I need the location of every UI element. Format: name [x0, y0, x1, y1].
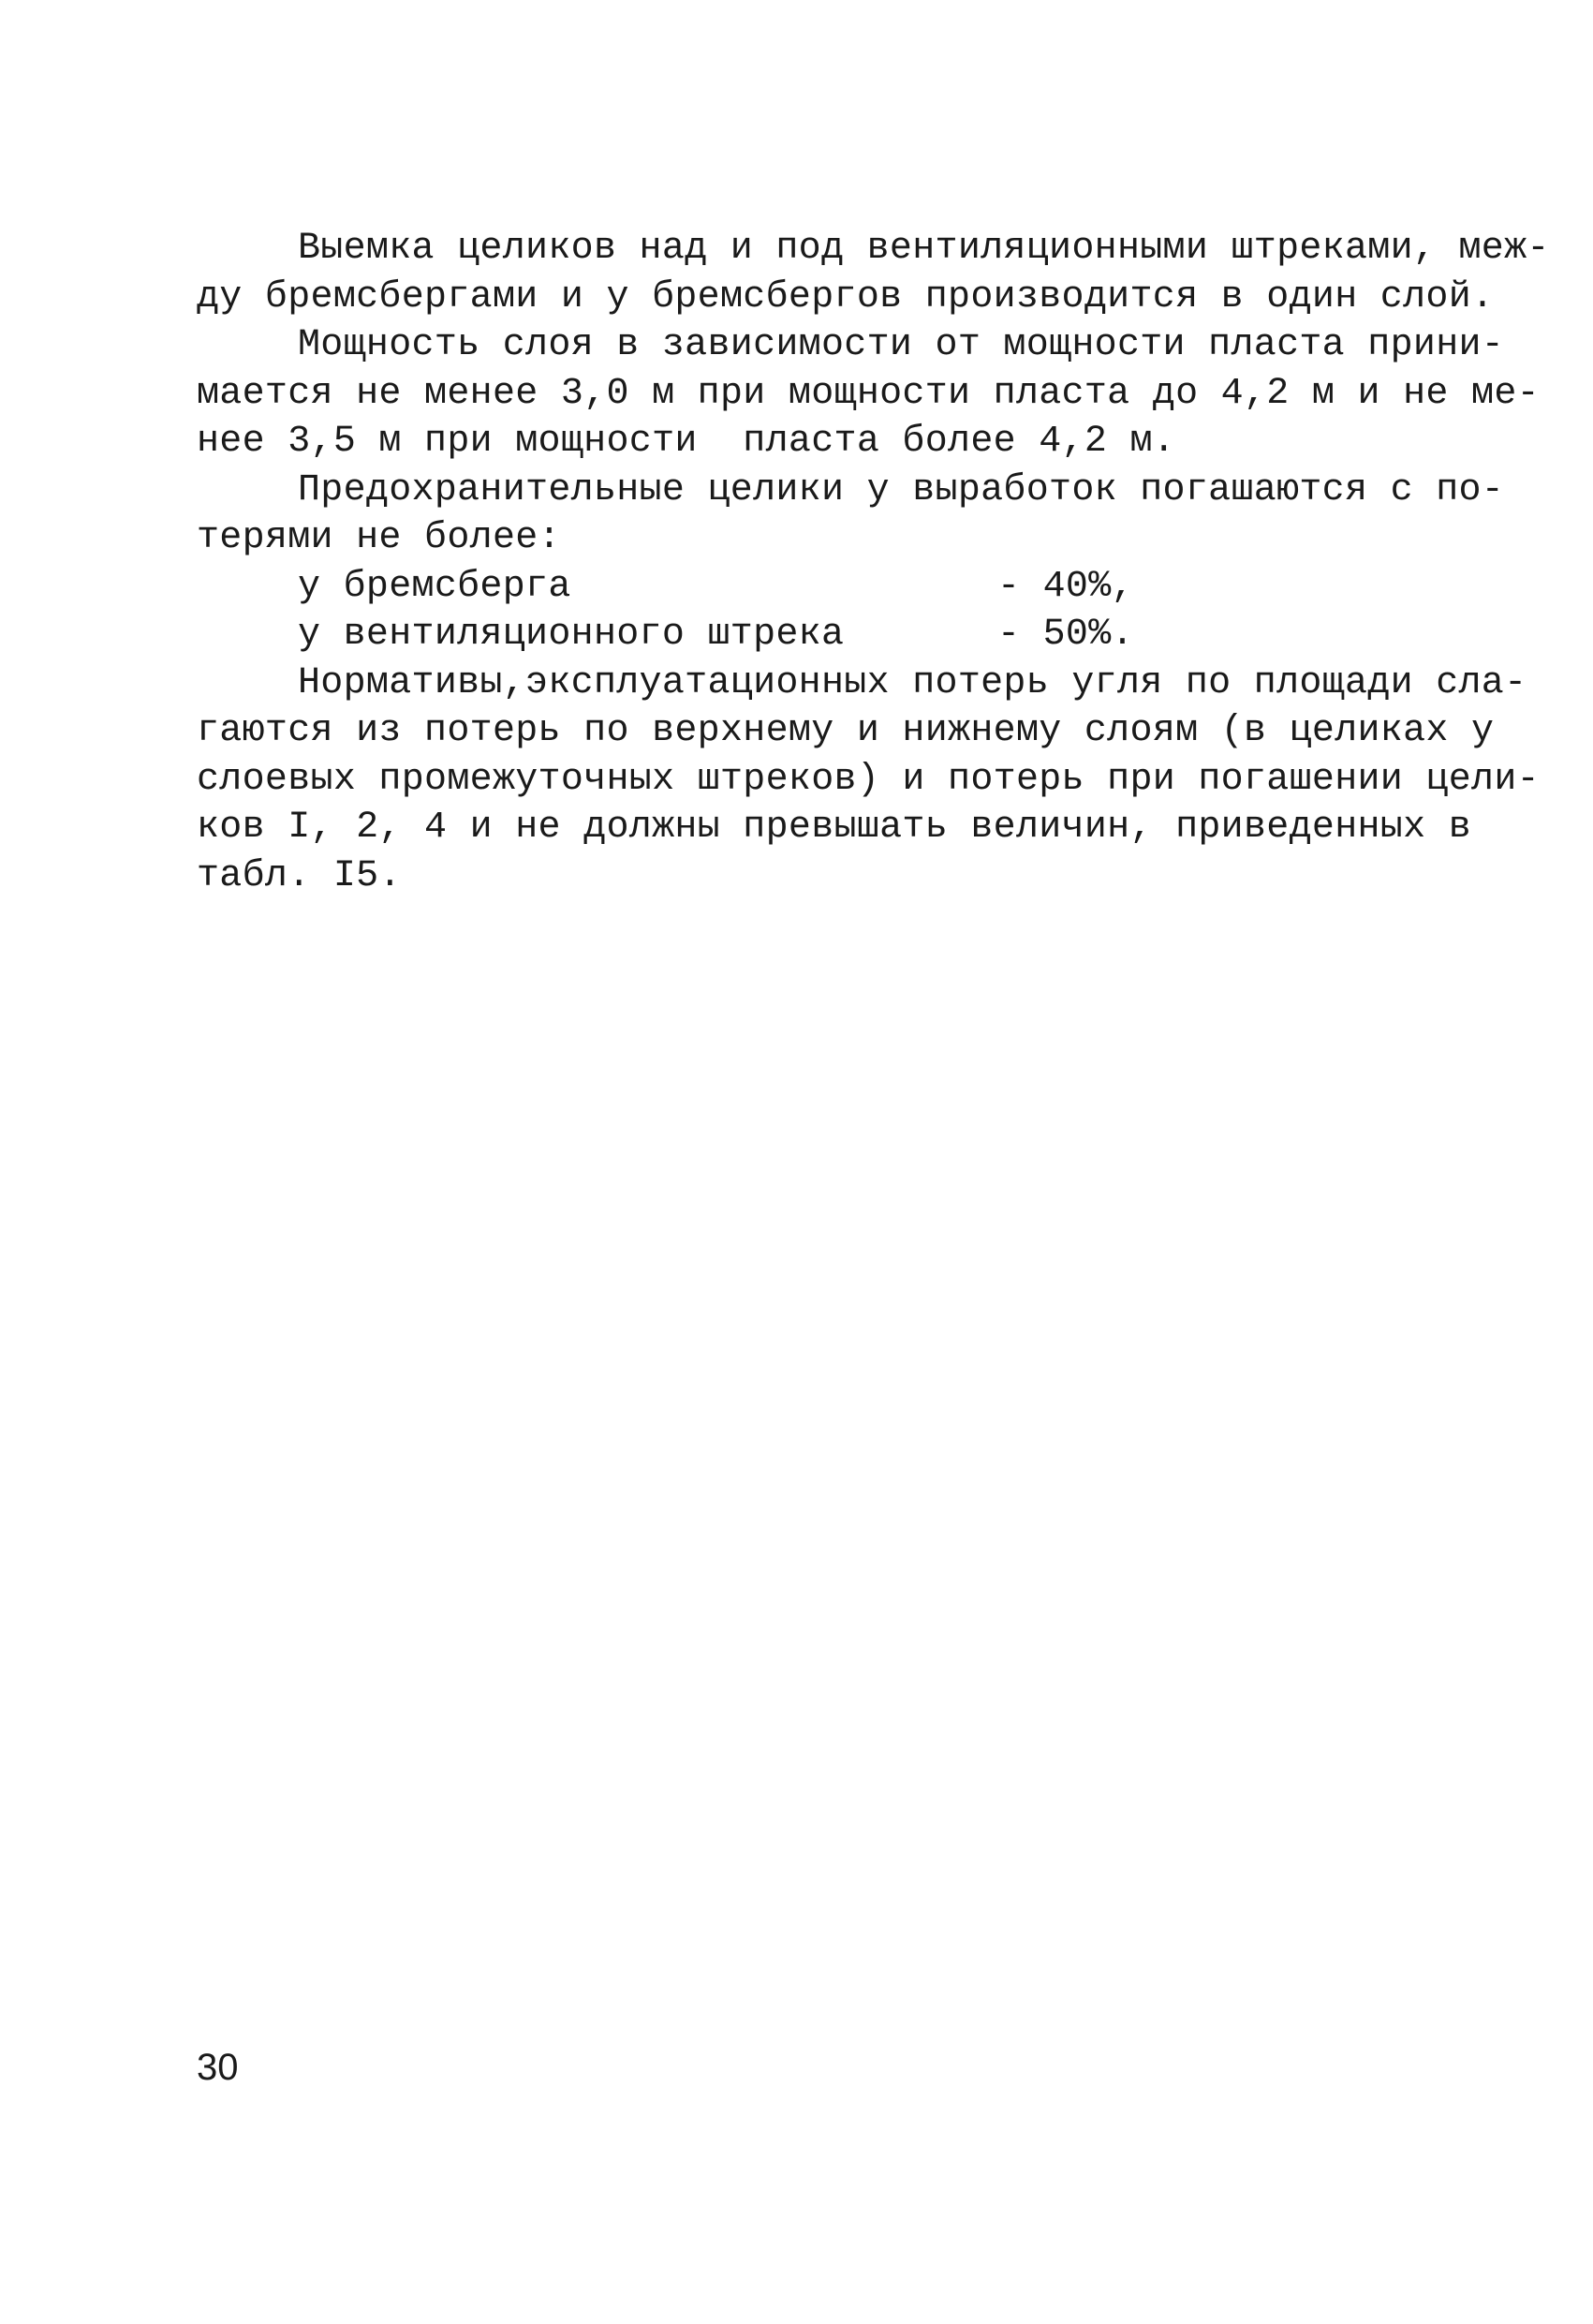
paragraph-3-line-1: Предохранительные целики у выработок погашаются с по-: [298, 468, 1505, 511]
losses-list-item: [197, 563, 1414, 612]
paragraph-4-line-3: слоевых промежуточных штреков) и потерь при погашении цели-: [197, 758, 1540, 801]
losses-list-label: у бремсберга: [298, 565, 571, 608]
paragraph-4-line-4: ков I, 2, 4 и не должны превышать величин, приведенных в: [197, 807, 1472, 849]
paragraph-4-line-2: гаются из потерь по верхнему и нижнему слоям (в целиках у: [197, 710, 1495, 752]
body-text: [197, 225, 1550, 900]
paragraph-2-line-3: нее 3,5 м при мощности пласта более 4,2 м.: [197, 421, 1176, 463]
paragraph-2-line-1: Мощность слоя в зависимости от мощности пласта прини-: [298, 324, 1505, 366]
paragraph-1-line-2: ду бремсбергами и у бремсбергов производится в один слой.: [197, 275, 1495, 318]
losses-list-value: - 40%,: [997, 565, 1134, 608]
paragraph-1-line-1: Выемка целиков над и под вентиляционными штреками, меж-: [298, 228, 1550, 270]
paragraph-2-line-2: мается не менее 3,0 м при мощности пласта до 4,2 м и не ме-: [197, 372, 1540, 415]
paragraph-4-line-5: табл. I5.: [197, 854, 402, 897]
page-number: 30: [197, 2047, 239, 2088]
paragraph-4-line-1: Нормативы,эксплуатационных потерь угля по площади сла-: [298, 661, 1527, 704]
losses-list-label: у вентиляционного штрека: [298, 614, 845, 656]
losses-list-value: - 50%.: [997, 614, 1134, 656]
losses-list-item: [197, 611, 1414, 659]
paragraph-3-line-2: терями не более:: [197, 517, 561, 559]
